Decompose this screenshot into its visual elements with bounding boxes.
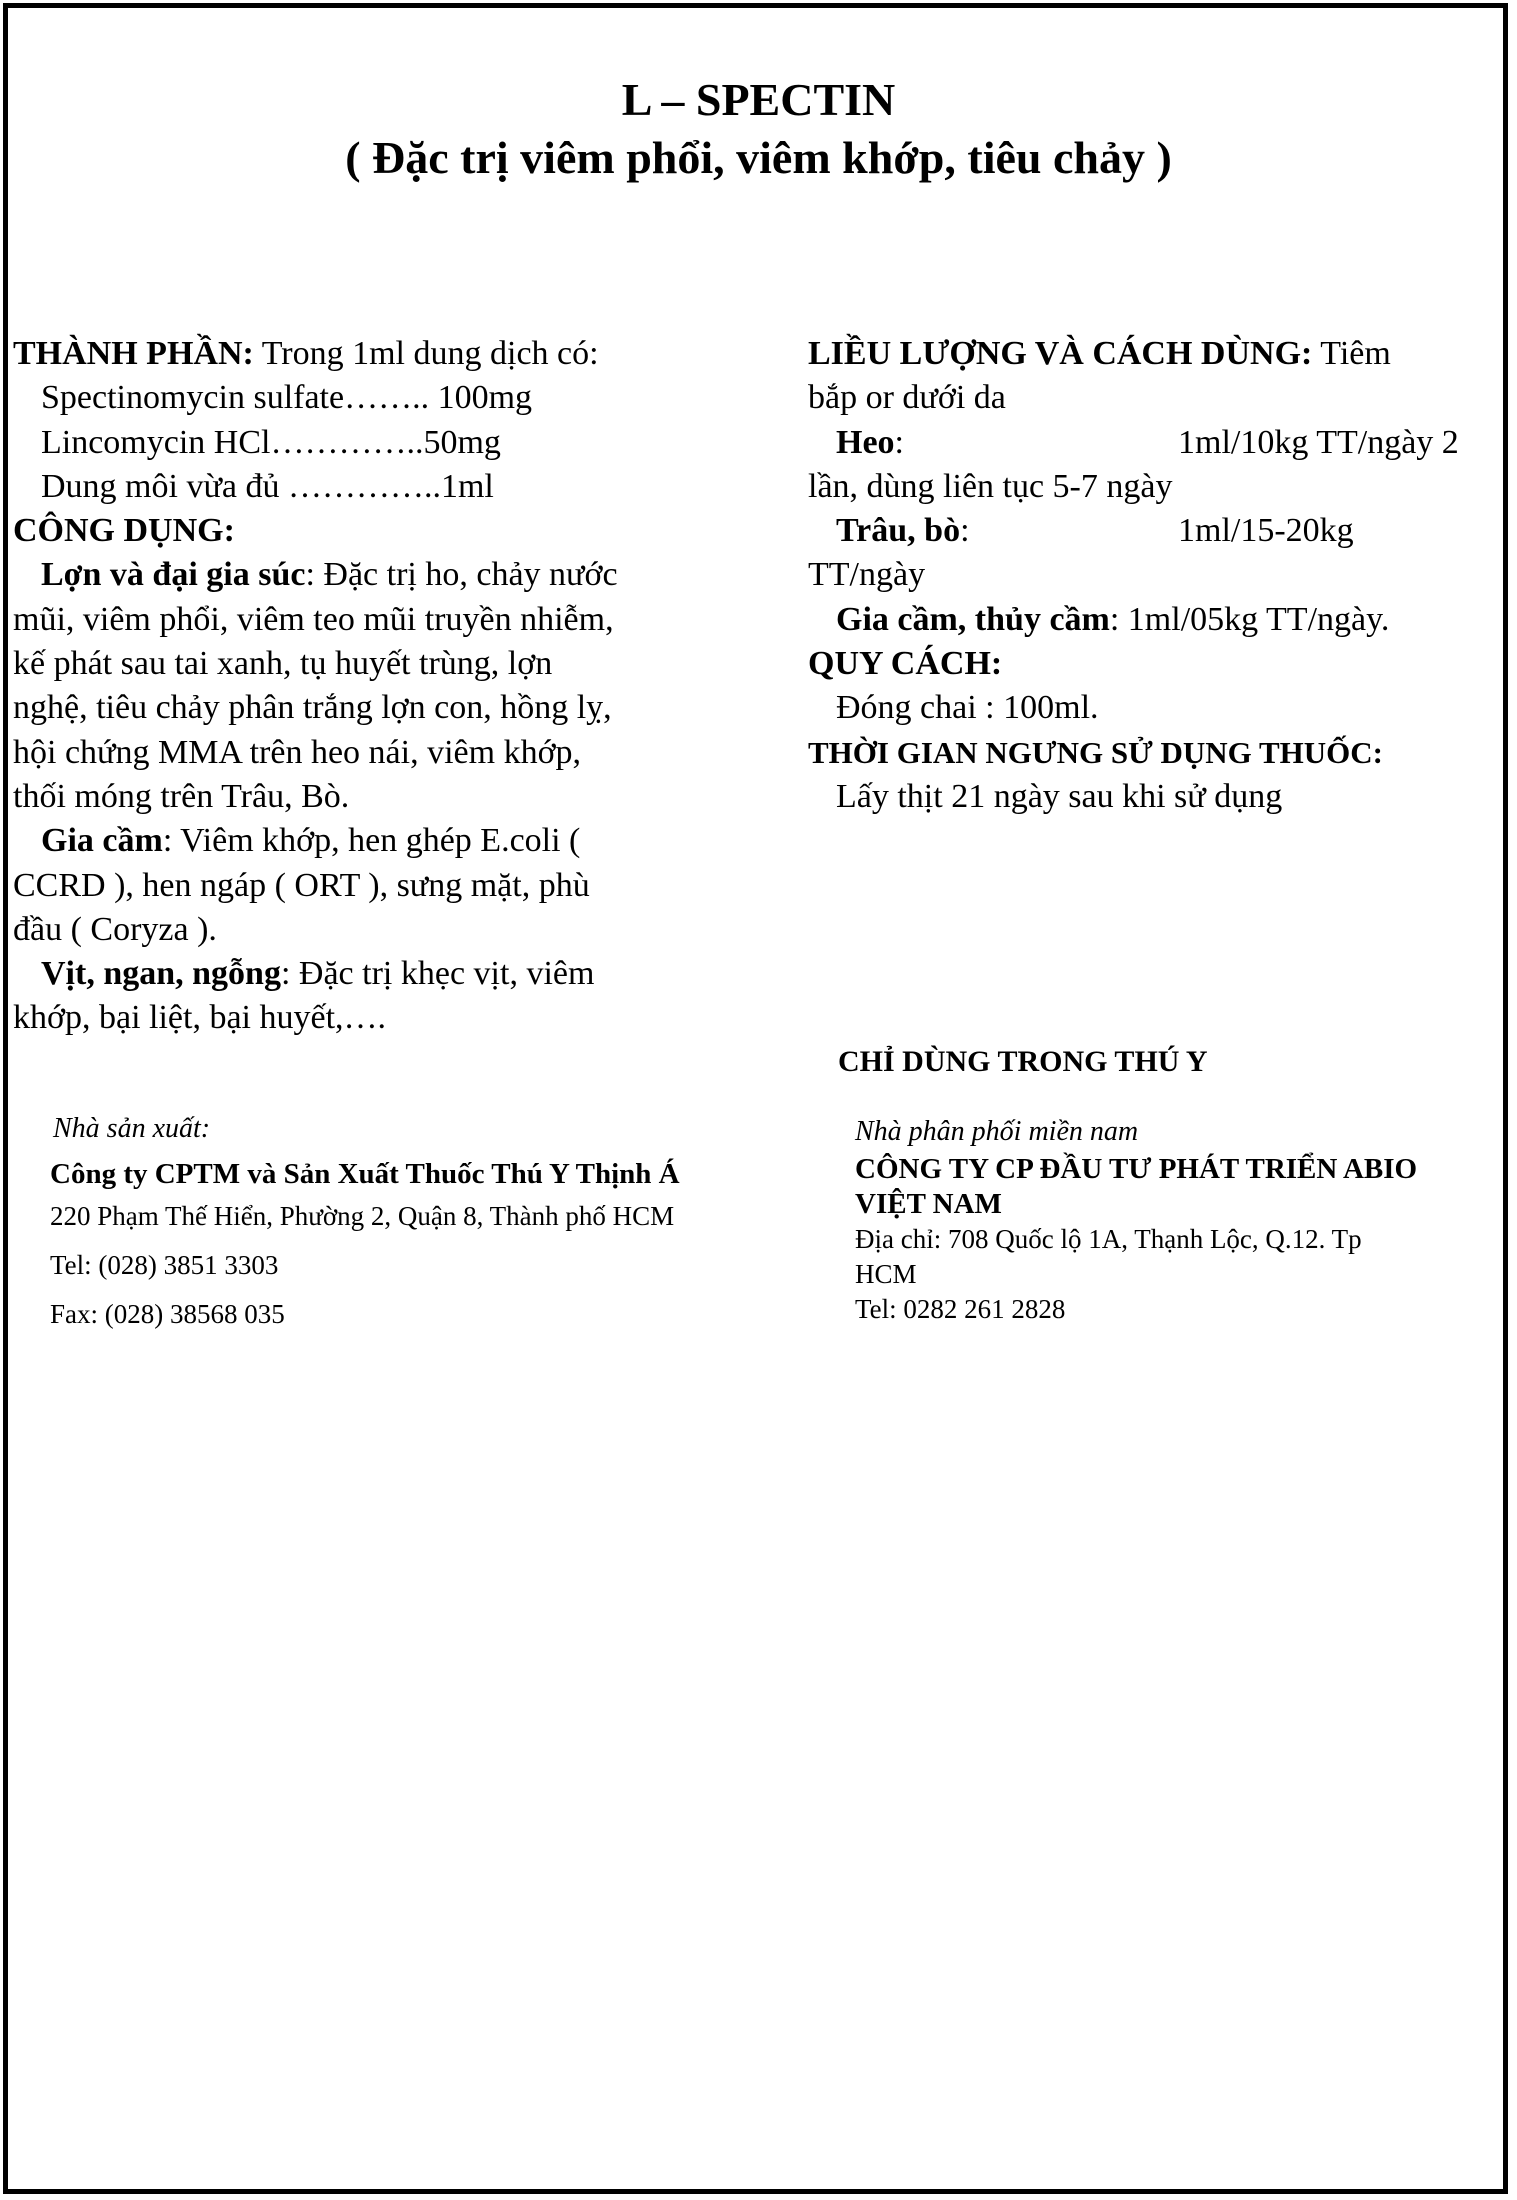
manufacturer-label: Nhà sản xuất: <box>53 1113 211 1144</box>
uses-pigs-line-6: thối móng trên Trâu, Bò. <box>13 777 350 815</box>
dosage-heading: LIỀU LƯỢNG VÀ CÁCH DÙNG: <box>808 335 1313 372</box>
dosage-line-2: bắp or dưới da <box>808 379 1006 417</box>
withdrawal-value: Lấy thịt 21 ngày sau khi sử dụng <box>836 777 1283 815</box>
product-subtitle: ( Đặc trị viêm phổi, viêm khớp, tiêu chảy ) <box>345 132 1172 183</box>
packing-heading: QUY CÁCH: <box>808 645 1003 683</box>
dosage-pig-value: 1ml/10kg TT/ngày 2 <box>1178 423 1459 461</box>
uses-pigs-line-1: Lợn và đại gia súc: Đặc trị ho, chảy nước <box>41 556 618 594</box>
vet-only-notice: CHỈ DÙNG TRONG THÚ Y <box>838 1045 1208 1078</box>
distributor-tel: Tel: 0282 261 2828 <box>855 1294 1066 1324</box>
dosage-cattle: Trâu, bò: 1ml/15-20kg <box>808 509 1508 553</box>
dosage-cattle-value: 1ml/15-20kg <box>1178 512 1354 550</box>
dosage-cattle-cont: TT/ngày <box>808 556 926 594</box>
product-title: L – SPECTIN <box>621 74 896 125</box>
composition-heading: THÀNH PHẦN: <box>13 335 254 372</box>
uses-duck-label: Vịt, ngan, ngỗng <box>41 955 281 993</box>
distributor-address-1: Địa chỉ: 708 Quốc lộ 1A, Thạnh Lộc, Q.12. Tp <box>855 1224 1362 1254</box>
left-column <box>13 332 713 1041</box>
composition-line <box>13 332 713 376</box>
uses-pigs-label: Lợn và đại gia súc <box>41 556 306 594</box>
uses-poultry-line-1: Gia cầm: Viêm khớp, hen ghép E.coli ( <box>41 822 581 860</box>
uses-pigs-line-2: mũi, viêm phổi, viêm teo mũi truyền nhiễm, <box>13 600 614 638</box>
dosage-pig-label: Heo <box>836 423 895 461</box>
uses-poultry-line-3: đầu ( Coryza ). <box>13 910 217 948</box>
uses-pigs-line-4: nghệ, tiêu chảy phân trắng lợn con, hồng lỵ, <box>13 689 612 727</box>
distributor-name-2: VIỆT NAM <box>855 1188 1002 1220</box>
distributor-address-2: HCM <box>855 1259 917 1289</box>
uses-heading: CÔNG DỤNG: <box>13 512 235 550</box>
uses-duck-line-1: Vịt, ngan, ngỗng: Đặc trị khẹc vịt, viêm <box>41 955 595 993</box>
manufacturer-tel: Tel: (028) 3851 3303 <box>50 1250 279 1280</box>
manufacturer-fax: Fax: (028) 38568 035 <box>50 1299 285 1329</box>
uses-poultry-label: Gia cầm <box>41 822 163 860</box>
dosage-pig-cont: lần, dùng liên tục 5-7 ngày <box>808 467 1173 505</box>
ingredient-solvent: Dung môi vừa đủ …………..1ml <box>41 467 494 505</box>
dosage-poultry-label: Gia cầm, thủy cầm <box>836 600 1110 638</box>
manufacturer-address: 220 Phạm Thế Hiển, Phường 2, Quận 8, Thành phố HCM <box>50 1201 675 1231</box>
withdrawal-heading: THỜI GIAN NGƯNG SỬ DỤNG THUỐC: <box>808 734 1383 770</box>
dosage-pig: Heo: 1ml/10kg TT/ngày 2 <box>808 421 1508 465</box>
distributor-label: Nhà phân phối miền nam <box>855 1116 1139 1147</box>
ingredient-lincomycin: Lincomycin HCl…………..50mg <box>41 423 501 461</box>
dosage-cattle-label: Trâu, bò <box>836 512 961 550</box>
uses-pigs-line-3: kế phát sau tai xanh, tụ huyết trùng, lợn <box>13 645 553 683</box>
packing-value: Đóng chai : 100ml. <box>836 689 1099 727</box>
composition-intro: Trong 1ml dung dịch có: <box>253 335 599 372</box>
uses-duck-line-2: khớp, bại liệt, bại huyết,…. <box>13 999 387 1037</box>
right-column <box>808 332 1508 819</box>
manufacturer-name: Công ty CPTM và Sản Xuất Thuốc Thú Y Thịnh Á <box>50 1158 680 1190</box>
uses-poultry-line-2: CCRD ), hen ngáp ( ORT ), sưng mặt, phù <box>13 866 590 904</box>
dosage-poultry: Gia cầm, thủy cầm: 1ml/05kg TT/ngày. <box>836 600 1390 638</box>
uses-pigs-line-5: hội chứng MMA trên heo nái, viêm khớp, <box>13 733 582 771</box>
distributor-name-1: CÔNG TY CP ĐẦU TƯ PHÁT TRIỂN ABIO <box>855 1153 1418 1185</box>
dosage-line-1: LIỀU LƯỢNG VÀ CÁCH DÙNG: Tiêm <box>808 335 1391 372</box>
ingredient-spectinomycin: Spectinomycin sulfate…….. 100mg <box>41 379 533 417</box>
